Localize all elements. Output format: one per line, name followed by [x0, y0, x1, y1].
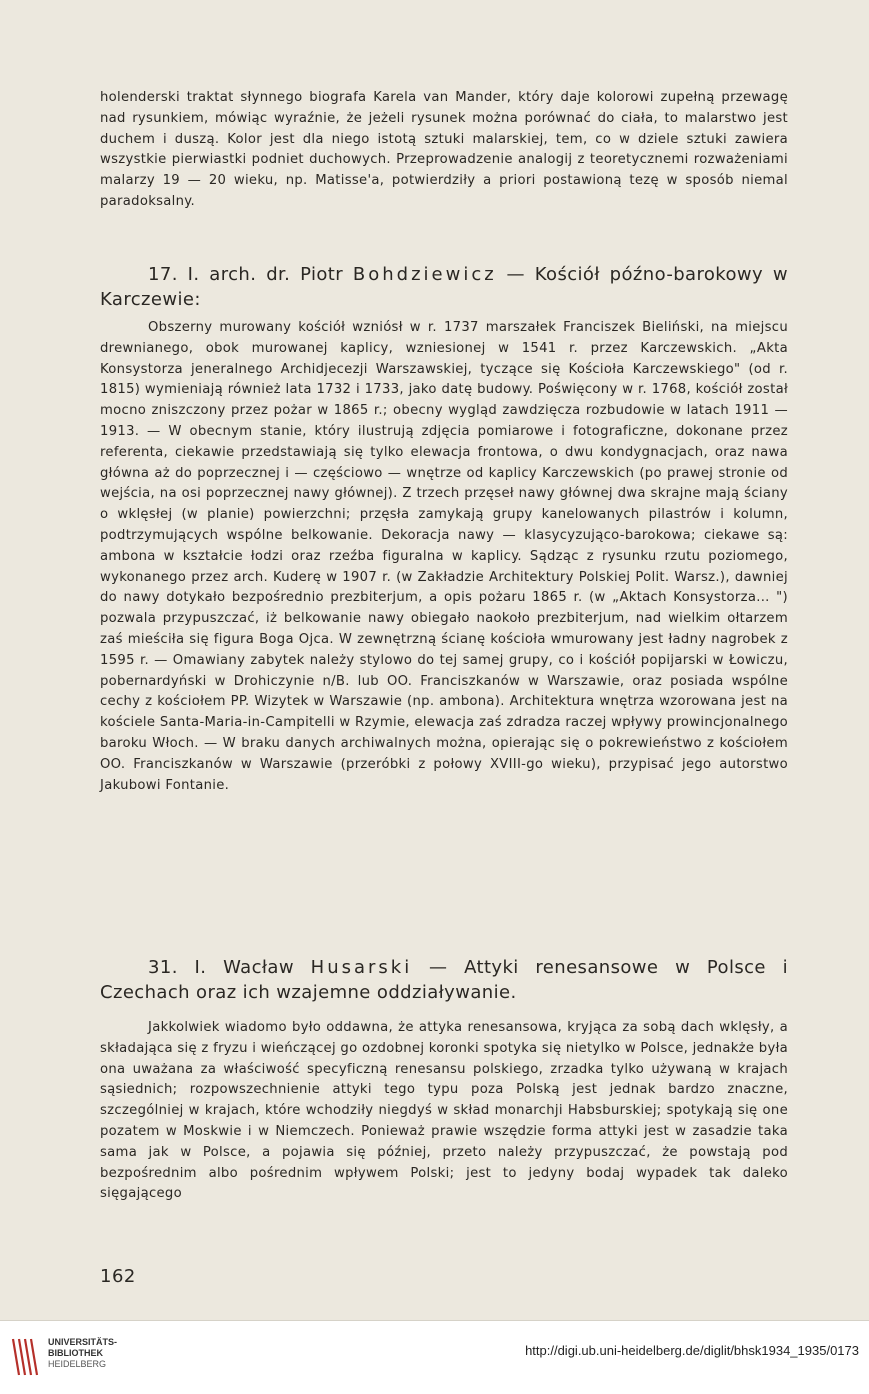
section-17-author: Bohdziewicz	[352, 264, 497, 285]
section-31-number: 31. I. Wacław	[148, 957, 294, 978]
section-31-title: — Attyki renesansowe w Polsce i Czechach oraz ich wzajemne oddziaływanie.	[100, 957, 789, 1003]
section-31-body: Jakkolwiek wiadomo było oddawna, że attyka renesansowa, kryjąca za sobą dach wklęsły, a składająca się z fryzu i wieńczącej go ozdobnej koronki spotyka się nietylko w Polsce, jednakże była ona uważana za właściwość specyficzną renesansu polskiego, zrzadka tylko używaną w krajach sąsiednich; rozpowszechnienie attyki tego typu poza Polską jest jednak bardzo znaczne, szczególniej w krajach, które wchodziły niegdyś w skład monarchji Habsburskiej; spotykają się one pozatem w Moskwie i w Niemczech. Ponieważ prawie wszędzie forma attyki jest w zasadzie taka sama jak w Polsce, a pojawia się później, przeto należy przypuszczać, że powstają pod bezpośrednim albo pośrednim wpływem Polski; jest to jedyny bodaj wypadek tak daleko sięgającego	[100, 1020, 788, 1202]
section-17-heading	[100, 262, 788, 312]
section-17-title: — Kościół późno-barokowy w Karczewie:	[100, 264, 788, 310]
logo-text	[48, 1337, 117, 1370]
logo-line-3: HEIDELBERG	[48, 1359, 107, 1369]
footer-bar	[0, 1320, 869, 1394]
university-library-logo-icon	[10, 1335, 40, 1379]
source-url-link[interactable]: http://digi.ub.uni-heidelberg.de/diglit/bhsk1934_1935/0173	[525, 1343, 859, 1358]
intro-paragraph: holenderski traktat słynnego biografa Karela van Mander, który daje kolorowi zupełną przewagę nad rysunkiem, mówiąc wyraźnie, że jeżeli rysunek można porównać do ciała, to malarstwo jest duchem i duszą. Kolor jest dla niego istotą sztuki malarskiej, tem, co w dziele sztuki zawiera wszystkie pierwiastki podniet duchowych. Przeprowadzenie analogij z teoretycznemi rozważeniami malarzy 19 — 20 wieku, np. Matisse'a, potwierdziły a priori postawioną tezę w sposób niemal paradoksalny.	[100, 90, 788, 209]
section-17-number: 17. I. arch. dr. Piotr	[148, 264, 344, 285]
logo-line-1: UNIVERSITÄTS-	[48, 1337, 118, 1347]
section-31-heading	[100, 955, 788, 1005]
section-31-text-block	[100, 1018, 788, 1205]
logo-line-2: BIBLIOTHEK	[48, 1348, 103, 1358]
section-17-text-block	[100, 318, 788, 796]
page-number: 162	[100, 1266, 136, 1287]
section-31-author: Husarski	[310, 957, 413, 978]
intro-text-block	[100, 88, 788, 213]
section-17-body: Obszerny murowany kościół wzniósł w r. 1737 marszałek Franciszek Bieliński, na miejscu drewnianego, obok murowanej kaplicy, wzniesionej w 1541 r. przez Karczewskich. „Akta Konsystorza jeneralnego Archidjecezji Warszawskiej, tyczące się Kościoła Karczewskiego" (od r. 1815) wymieniają również lata 1732 i 1733, jako datę budowy. Poświęcony w r. 1768, kościół został mocno zniszczony przez pożar w 1865 r.; obecny wygląd zawdzięcza rozbudowie w latach 1911 — 1913. — W obecnym stanie, który ilustrują zdjęcia pomiarowe i fotograficzne, dokonane przez referenta, ciekawie przedstawiają się tylko elewacja frontowa, o dwu kondygnacjach, oraz nawa główna aż do poprzecznej i — częściowo — wnętrze od kaplicy Karczewskich (po prawej stronie od wejścia, na osi poprzecznej nawy głównej). Z trzech przęseł nawy głównej dwa skrajne mają ściany o wklęsłej (w planie) powierzchni; przęsła zamykają grupy kanelowanych pilastrów i kolumn, podtrzymujących wspólne belkowanie. Dekoracja nawy — klasycyzująco-barokowa; ciekawe są: ambona w kształcie łodzi oraz rzeźba figuralna w kaplicy. Sądząc z rysunku rzutu poziomego, wykonanego przez arch. Kuderę w 1907 r. (w Zakładzie Architektury Polskiej Polit. Warsz.), dawniej do nawy dotykało bezpośrednio prezbiterjum, a opis pożaru 1865 r. (w „Aktach Konsystorza... ") pozwala przypuszczać, iż belkowanie nawy obiegało naokoło prezbiterjum, nad wielkim ołtarzem zaś mieściła się figura Boga Ojca. W zewnętrzną ścianę kościoła wmurowany jest ładny nagrobek z 1595 r. — Omawiany zabytek należy stylowo do tej samej grupy, co i kościół popijarski w Łowiczu, pobernardyński w Drohiczynie n/B. lub OO. Franciszkanów w Warszawie, oraz posiada wspólne cechy z kościołem PP. Wizytek w Warszawie (np. ambona). Architektura wnętrza wzorowana jest na kościele Santa-Maria-in-Campitelli w Rzymie, elewacja zaś zdradza raczej wpływy prowincjonalnego baroku Włoch. — W braku danych archiwalnych można, opierając się o pokrewieństwo z kościołem OO. Franciszkanów w Warszawie (przeróbki z połowy XVIII-go wieku), przypisać jego autorstwo Jakubowi Fontanie.	[100, 320, 788, 793]
